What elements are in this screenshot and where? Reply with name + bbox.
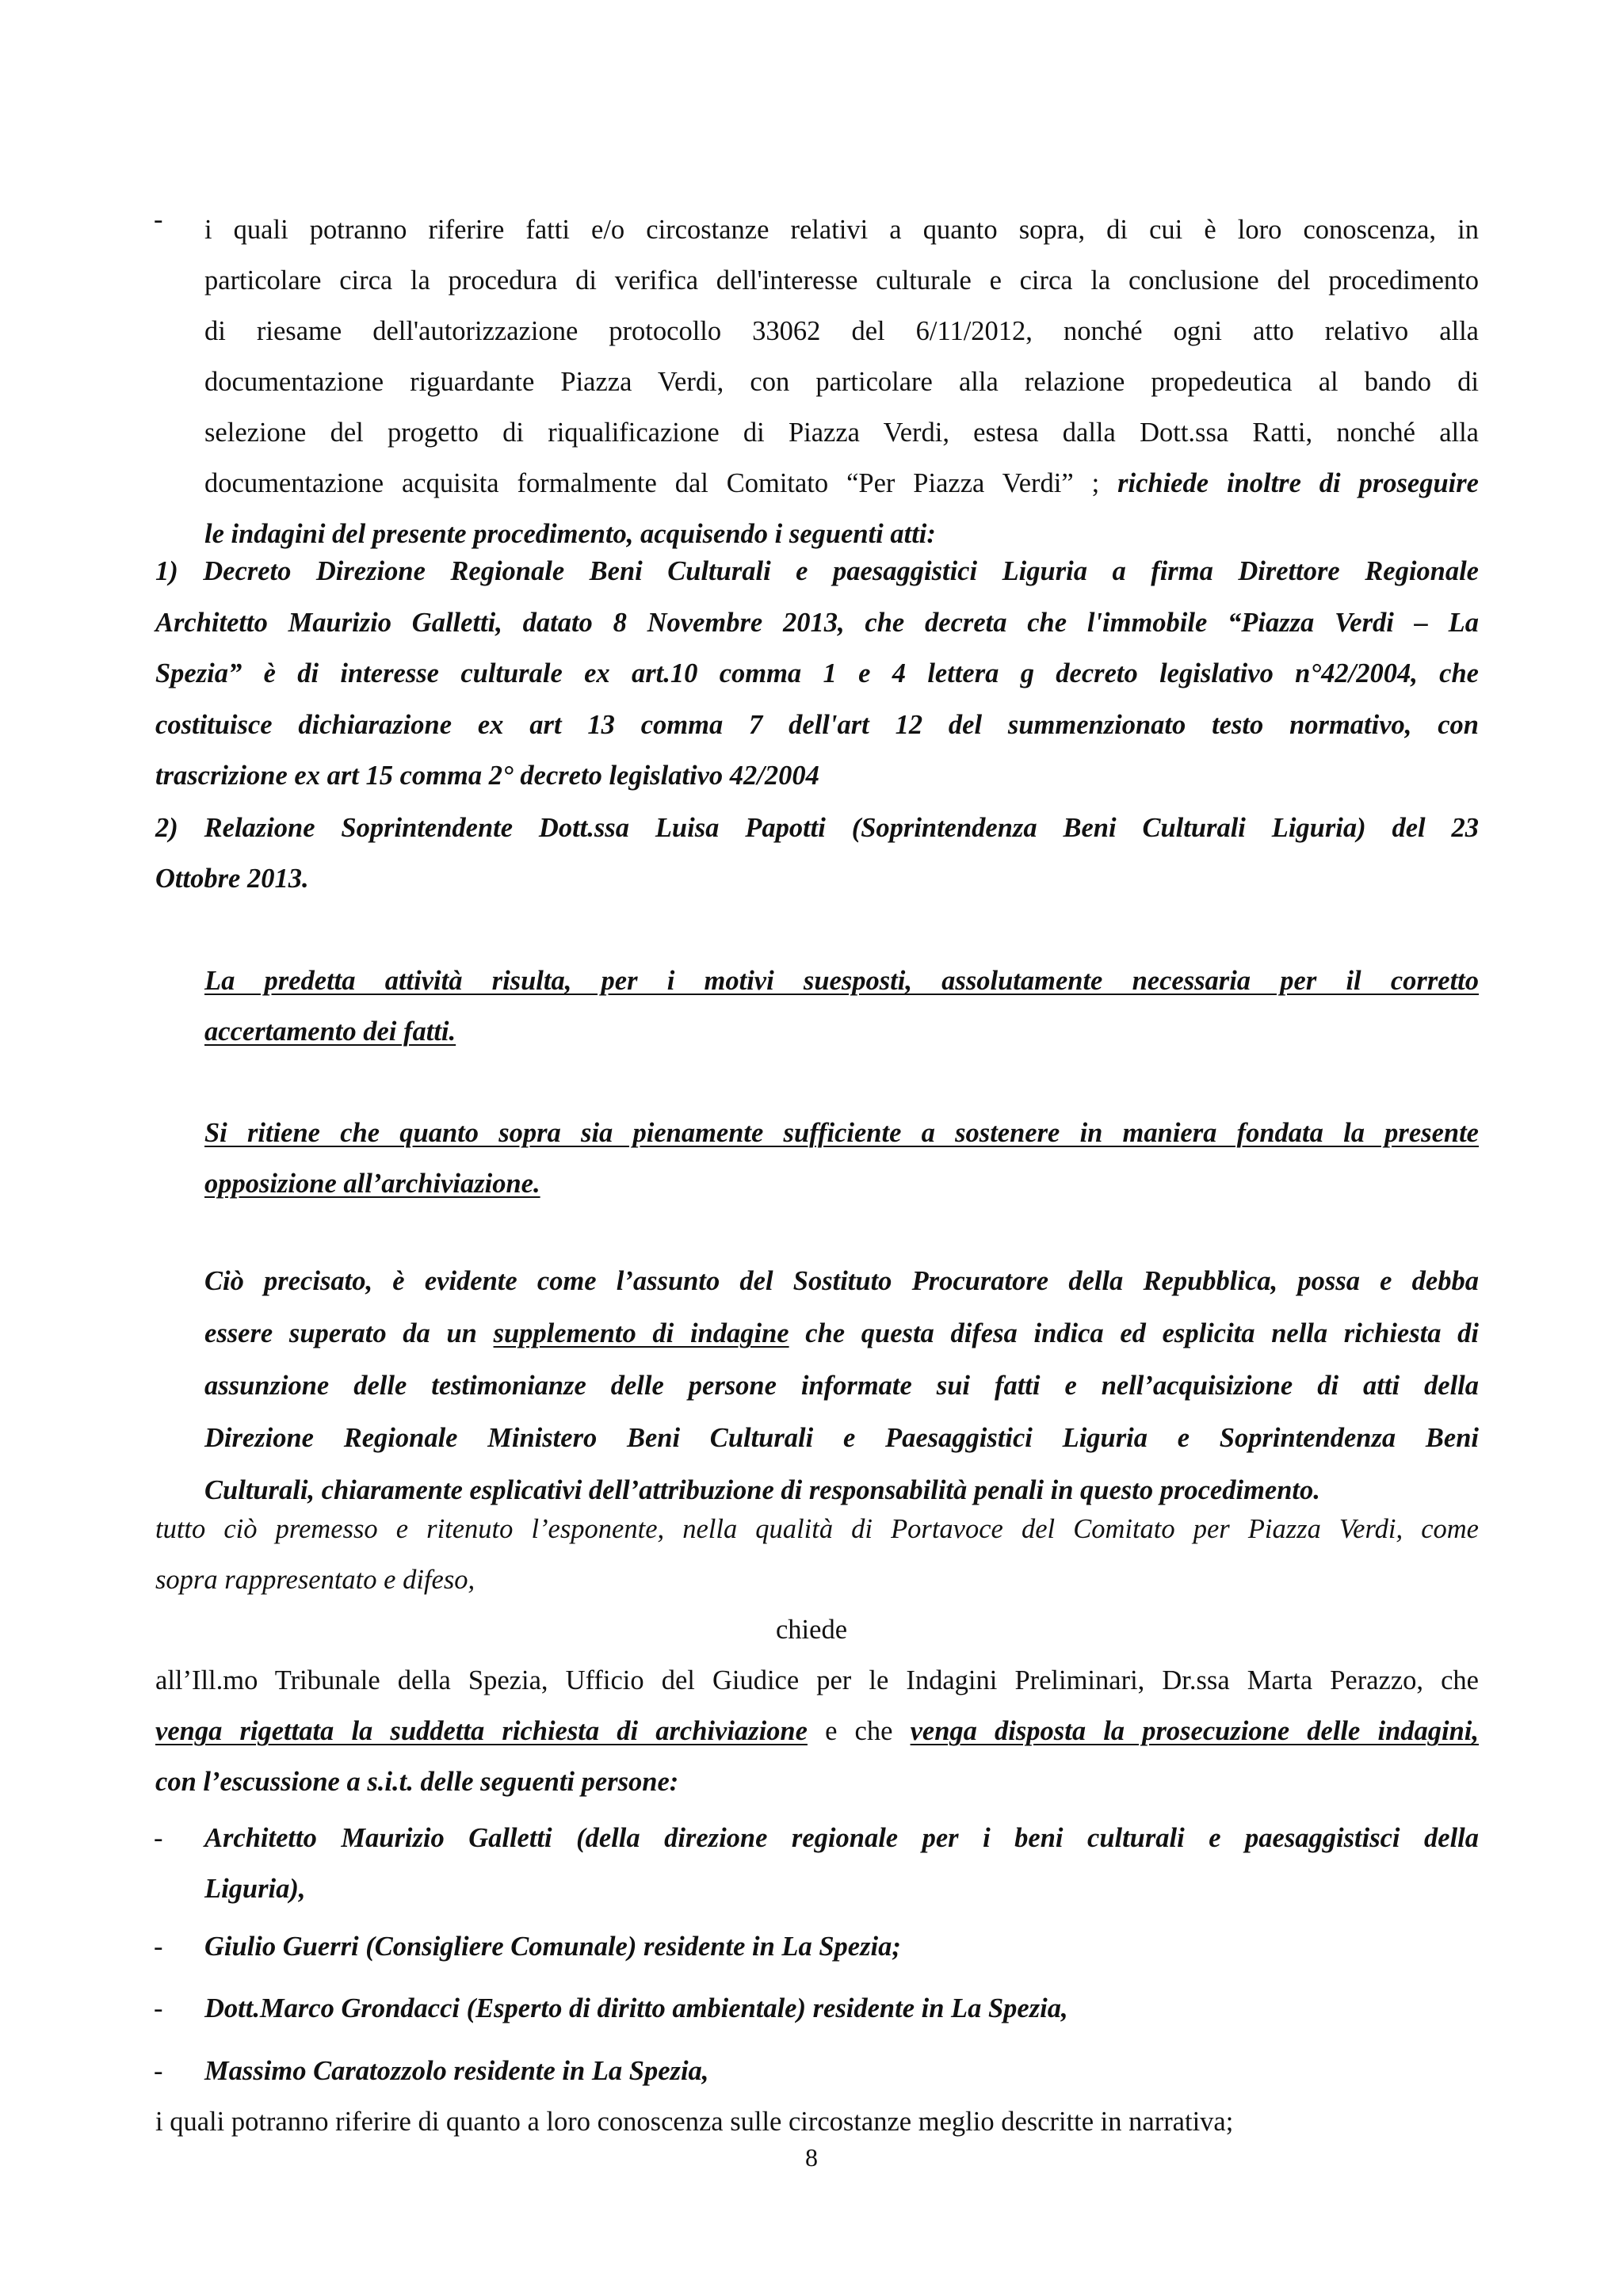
page-number: 8 <box>805 2143 818 2172</box>
text-line: 2) Relazione Soprintendente Dott.ssa Luisa Papotti (Soprintendenza Beni Culturali Liguria) del 23 <box>155 813 1479 843</box>
text-line <box>155 1706 1479 1756</box>
text-line: documentazione riguardante Piazza Verdi, con particolare alla relazione propedeutica al bando di <box>204 367 1479 397</box>
text-line: accertamento dei fatti. <box>204 1016 456 1047</box>
text-line <box>204 1307 1479 1360</box>
text-line: Culturali, chiaramente esplicativi dell’attribuzione di responsabilità penali in questo procedimento. <box>204 1475 1320 1505</box>
text-span: e che <box>807 1716 911 1746</box>
text-line: all’Ill.mo Tribunale della Spezia, Ufficio del Giudice per le Indagini Preliminari, Dr.ssa Marta Perazzo, che <box>155 1665 1479 1695</box>
text-line: sopra rappresentato e difeso, <box>155 1565 475 1595</box>
text-line: selezione del progetto di riqualificazione di Piazza Verdi, estesa dalla Dott.ssa Ratti, nonché alla <box>204 418 1479 448</box>
text-line: 1) Decreto Direzione Regionale Beni Culturali e paesaggistici Liguria a firma Direttore Regionale <box>155 556 1479 586</box>
text-line: Massimo Caratozzolo residente in La Spezia, <box>204 2056 709 2086</box>
text-line: costituisce dichiarazione ex art 13 comma 7 dell'art 12 del summenzionato testo normativo, con <box>155 709 1479 740</box>
text-span: che questa difesa indica ed esplicita nella richiesta di <box>789 1318 1480 1348</box>
text-line: Si ritiene che quanto sopra sia pienamente sufficiente a sostenere in maniera fondata la presente <box>204 1118 1479 1148</box>
precisato-paragraph <box>204 1255 1479 1516</box>
person-item <box>204 1921 1479 1972</box>
premesso-paragraph <box>155 1504 1479 1605</box>
attivita-paragraph <box>204 955 1479 1057</box>
text-line: tutto ciò premesso e ritenuto l’esponente, nella qualità di Portavoce del Comitato per Piazza Verdi, come <box>155 1514 1479 1544</box>
text-line: assunzione delle testimonianze delle persone informate sui fatti e nell’acquisizione di atti della <box>204 1371 1479 1401</box>
text-line: La predetta attività risulta, per i motivi suesposti, assolutamente necessaria per il corretto <box>204 966 1479 996</box>
person-item <box>204 1813 1479 1914</box>
item-2-paragraph <box>155 803 1479 904</box>
ritiene-paragraph <box>204 1108 1479 1209</box>
underlined-span: venga disposta la prosecuzione delle indagini, <box>910 1716 1479 1746</box>
text-line: i quali potranno riferire di quanto a loro conoscenza sulle circostanze meglio descritte in narrativa; <box>155 2107 1234 2137</box>
item-1-paragraph <box>155 546 1479 802</box>
text-line: opposizione all’archiviazione. <box>204 1169 540 1199</box>
text-line: Dott.Marco Grondacci (Esperto di diritto ambientale) residente in La Spezia, <box>204 1993 1068 2023</box>
list-dash: - <box>154 204 163 235</box>
list-dash: - <box>154 1823 163 1853</box>
chiede-heading: chiede <box>775 1615 848 1645</box>
underlined-span: supplemento di indagine <box>493 1318 789 1348</box>
text-line: Architetto Maurizio Galletti, datato 8 Novembre 2013, che decreta che l'immobile “Piazza Verdi – La <box>155 607 1479 638</box>
text-line: con l’escussione a s.i.t. delle seguenti persone: <box>155 1767 679 1797</box>
text-line: Spezia” è di interesse culturale ex art.10 comma 1 e 4 lettera g decreto legislativo n°42/2004, che <box>155 658 1479 688</box>
text-line <box>204 458 1479 509</box>
person-item <box>204 2046 1479 2096</box>
request-paragraph <box>155 1655 1479 1807</box>
list-dash: - <box>154 1932 163 1962</box>
list-dash: - <box>154 1993 163 2023</box>
text-line: Architetto Maurizio Galletti (della direzione regionale per i beni culturali e paesaggistisci della <box>204 1823 1479 1853</box>
text-line: di riesame dell'autorizzazione protocollo 33062 del 6/11/2012, nonché ogni atto relativo alla <box>204 316 1479 346</box>
text-span-bold: richiede inoltre di proseguire <box>1117 468 1479 498</box>
text-line: particolare circa la procedura di verifica dell'interesse culturale e circa la conclusione del procedimento <box>204 265 1479 296</box>
text-line: Liguria), <box>204 1874 306 1904</box>
text-line: Giulio Guerri (Consigliere Comunale) residente in La Spezia; <box>204 1932 901 1962</box>
text-line: trascrizione ex art 15 comma 2° decreto legislativo 42/2004 <box>155 761 819 791</box>
text-line: Direzione Regionale Ministero Beni Culturali e Paesaggistici Liguria e Soprintendenza Beni <box>204 1423 1479 1453</box>
text-span: essere superato da un <box>204 1318 494 1348</box>
text-line: i quali potranno riferire fatti e/o circostanze relativi a quanto sopra, di cui è loro conoscenza, in <box>204 215 1479 245</box>
text-line: Ottobre 2013. <box>155 864 309 894</box>
list-dash: - <box>154 2056 163 2086</box>
text-span: documentazione acquisita formalmente dal Comitato “Per Piazza Verdi” ; <box>204 468 1118 498</box>
text-line: Ciò precisato, è evidente come l’assunto del Sostituto Procuratore della Repubblica, possa e debba <box>204 1266 1479 1296</box>
underlined-span: venga rigettata la suddetta richiesta di archiviazione <box>155 1716 808 1746</box>
intro-paragraph <box>204 204 1479 559</box>
person-item <box>204 1983 1479 2034</box>
text-line: le indagini del presente procedimento, acquisendo i seguenti atti: <box>204 519 936 549</box>
